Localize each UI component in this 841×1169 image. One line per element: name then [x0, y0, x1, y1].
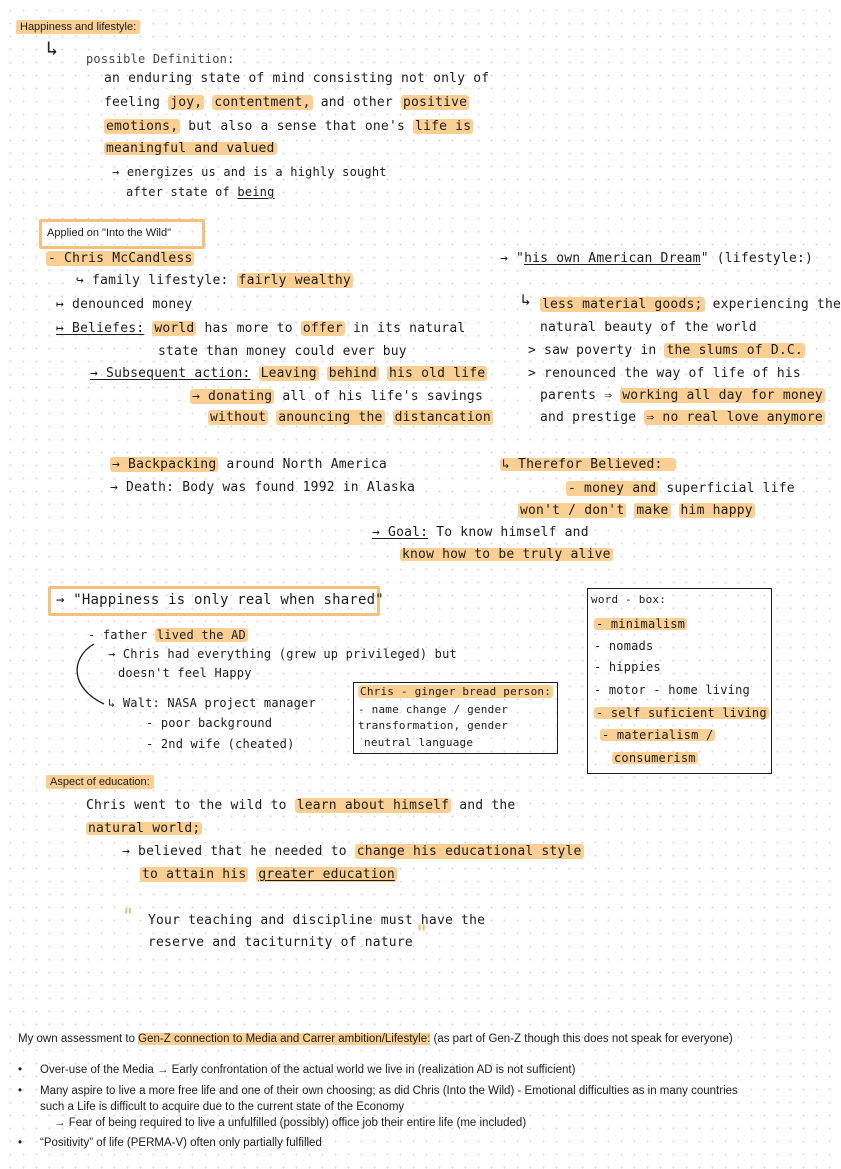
bullet-icon: •: [18, 1085, 23, 1097]
attain-text: to attain his: [142, 867, 247, 882]
bullet-icon: •: [18, 1064, 23, 1076]
dream-text: his own American Dream: [524, 251, 701, 266]
quote-line1: Your teaching and discipline must have the: [148, 913, 486, 928]
assessment-bullet3: “Positivity” of life (PERMA-V) often only partially fulfilled: [40, 1137, 322, 1149]
without-line: [208, 411, 493, 424]
word-item-consumerism: consumerism: [614, 751, 696, 765]
superficial-text: superficial life: [666, 481, 795, 496]
quote-line2: reserve and taciturnity of nature: [148, 935, 413, 950]
backpacking-rest: around North America: [226, 457, 387, 472]
parents-line: [540, 389, 825, 402]
wont-text: won't / don't: [520, 503, 625, 518]
poverty-slums: the slums of D.C.: [666, 343, 803, 358]
wont-make: make: [636, 503, 669, 518]
section-title-wild: Applied on "Into the Wild": [47, 227, 171, 239]
def-word-life: life is: [415, 119, 472, 134]
assessment-intro-highlight: Gen-Z connection to Media and Carrer ambition/Lifestyle:: [138, 1033, 431, 1045]
def-word: but also a sense that one's: [188, 119, 406, 134]
less-material: [540, 298, 841, 311]
curved-bracket-icon: [64, 640, 114, 710]
believed-text: → believed that he needed to: [122, 844, 347, 859]
gingerbread-line3: neutral language: [364, 736, 474, 749]
subsequent-leaving: Leaving: [260, 366, 317, 381]
believed-line: [122, 845, 584, 858]
energizes-line1: → energizes us and is a highly sought: [112, 165, 387, 179]
definition-label: possible Definition:: [86, 52, 235, 66]
donating-line: [190, 390, 483, 403]
poverty-text: > saw poverty in: [528, 343, 657, 358]
parents-text: parents ⇒: [540, 388, 613, 403]
walt-line: ↳ Walt: NASA project manager: [108, 696, 316, 710]
def-word: feeling: [104, 95, 161, 110]
beliefs-text: has more to: [204, 321, 293, 336]
word-box: [587, 588, 772, 774]
education-text2: and the: [459, 798, 516, 813]
therefor-believed: ↳ Therefor Believed:: [500, 458, 676, 471]
family-label: ↪ family lifestyle:: [76, 273, 229, 288]
chris-name: [46, 252, 194, 265]
prestige-text: and prestige: [540, 410, 637, 425]
goal-text: To know himself and: [436, 525, 589, 540]
beliefs-world: world: [154, 321, 195, 336]
gingerbread-title-text: Chris - ginger bread person:: [360, 685, 552, 698]
without-anouncing: anouncing the: [278, 410, 383, 425]
saw-poverty: [528, 344, 805, 357]
backpacking-line: [110, 458, 387, 471]
renounced-line: > renounced the way of life of his: [528, 366, 801, 381]
word-item-hippies: - hippies: [594, 660, 661, 674]
assessment-bullet2-line1: Many aspire to live a more free life and one of their own choosing; as did Chris (Into the Wild) - Emotional difficulties as in many countries: [40, 1085, 738, 1097]
chris-name-text: - Chris McCandless: [48, 251, 193, 266]
money-line: [566, 482, 795, 495]
father-ad: lived the AD: [156, 628, 246, 642]
attain-greater: greater education: [258, 867, 395, 882]
education-text: Chris went to the wild to: [86, 798, 287, 813]
wont-line: [518, 504, 755, 517]
wont-happy: him happy: [680, 503, 753, 518]
family-value: fairly wealthy: [238, 273, 351, 288]
attain-line: [140, 868, 397, 881]
beliefs-text2: in its natural: [353, 321, 466, 336]
education-line1: [86, 799, 515, 812]
family-lifestyle: [76, 274, 353, 287]
denounced-money: ↦ denounced money: [56, 297, 193, 312]
shared-title: → "Happiness is only real when shared": [56, 592, 384, 608]
chris-had-line: → Chris had everything (grew up privileged) but: [108, 647, 457, 661]
quote-open-icon: ": [122, 904, 135, 928]
quote-close-icon: ": [415, 922, 429, 947]
goal-label: → Goal:: [372, 525, 429, 540]
education-learn: learn about himself: [296, 798, 450, 813]
word-item-materialism: - materialism /: [602, 728, 714, 742]
def-word-emotions: emotions,: [106, 119, 179, 134]
doesnt-feel: doesn't feel Happy: [118, 666, 252, 680]
arrow-icon: ↳: [46, 36, 59, 60]
father-text: - father: [88, 628, 148, 642]
def-line3: [104, 120, 473, 133]
beliefs-label: ↦ Beliefes:: [56, 321, 145, 336]
def-word: and other: [320, 95, 393, 110]
prestige-line: [540, 411, 825, 424]
education-line2: natural world;: [88, 821, 201, 836]
donating-word: → donating: [192, 389, 273, 404]
parents-working: working all day for money: [622, 388, 823, 403]
energizes-text: after state of: [126, 185, 230, 199]
assessment-bullet2-line3: → Fear of being required to live a unfulfilled (possibly) office job their entire life (me included): [54, 1117, 527, 1129]
assessment-intro: [18, 1033, 733, 1045]
word-item-nomads: - nomads: [594, 639, 654, 653]
word-box-title: word - box:: [591, 593, 667, 606]
assessment-bullet1: Over-use of the Media → Early confrontation of the actual world we live in (realization AD is not sufficient): [40, 1064, 576, 1076]
natural-beauty: natural beauty of the world: [540, 320, 757, 335]
assessment-bullet2-line2: such a Life is difficult to acquire due to the current state of the Economy: [40, 1101, 405, 1113]
money-text: - money and: [568, 481, 657, 496]
dream-open: → ": [500, 251, 525, 266]
subsequent-label: → Subsequent action:: [90, 366, 251, 381]
section-title-education: Aspect of education:: [46, 775, 154, 789]
goal-line: [372, 526, 589, 539]
donating-rest: all of his life's savings: [282, 389, 483, 404]
bullet-icon: •: [18, 1137, 23, 1149]
def-word-contentment: contentment,: [214, 95, 311, 110]
subsequent-old-life: his old life: [389, 366, 486, 381]
energizes-being: being: [237, 185, 275, 199]
word-item-self-sufficient: - self suficient living: [596, 706, 767, 720]
experiencing-text: experiencing the: [712, 297, 841, 312]
death-line: → Death: Body was found 1992 in Alaska: [110, 480, 416, 495]
believed-change: change his educational style: [356, 844, 582, 859]
gingerbread-title: [358, 686, 553, 697]
word-item-motor-home: - motor - home living: [594, 683, 750, 697]
beliefs-offer: offer: [302, 321, 343, 336]
beliefs-line2: state than money could ever buy: [158, 344, 407, 359]
subsequent-action: [90, 367, 487, 380]
assessment-intro-text: My own assessment to: [18, 1033, 135, 1045]
word-item-minimalism: - minimalism: [596, 617, 686, 631]
gingerbread-line1: - name change / gender: [358, 703, 509, 716]
assessment-intro-rest: (as part of Gen-Z though this does not speak for everyone): [433, 1033, 733, 1045]
less-material-text: less material goods;: [542, 297, 703, 312]
def-line2: [104, 96, 469, 109]
second-wife: - 2nd wife (cheated): [146, 737, 295, 751]
def-line1: an enduring state of mind consisting not only of: [104, 71, 490, 86]
energizes-line2: [126, 186, 275, 198]
hook-arrow-icon: ↳: [521, 290, 531, 309]
poor-background: - poor background: [146, 716, 273, 730]
gingerbread-line2: transformation, gender: [358, 719, 509, 732]
section-title-happiness: Happiness and lifestyle:: [16, 20, 140, 34]
def-word-joy: joy,: [170, 95, 203, 110]
prestige-no-love: ⇒ no real love anymore: [646, 410, 823, 425]
american-dream: [500, 252, 813, 265]
dream-close: " (lifestyle:): [700, 251, 814, 266]
without-word: without: [210, 410, 267, 425]
def-word-positive: positive: [403, 95, 468, 110]
beliefs-line1: [56, 322, 465, 335]
subsequent-behind: behind: [328, 366, 377, 381]
def-line4: meaningful and valued: [106, 141, 275, 156]
goal-line2: know how to be truly alive: [402, 547, 611, 562]
without-distancation: distancation: [394, 410, 491, 425]
backpacking-word: → Backpacking: [112, 457, 217, 472]
